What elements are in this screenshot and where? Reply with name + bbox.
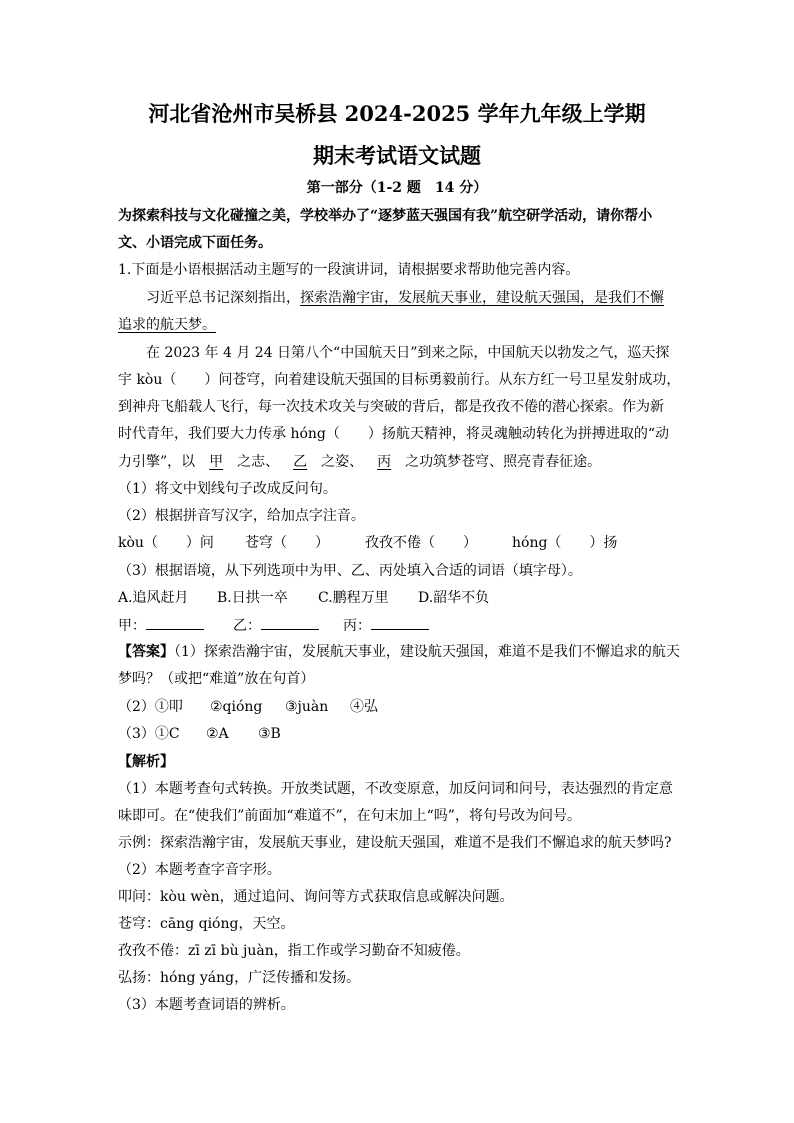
- sub-question-3: （3）根据语境，从下列选项中为甲、乙、丙处填入合适的词语（填字母）。: [118, 563, 582, 579]
- blank-yi: 乙: [293, 454, 308, 470]
- question-1-stem: 1.下面是小语根据活动主题写的一段演讲词，请根据要求帮助他完善内容。: [118, 262, 580, 278]
- underlined-sentence-part-1: 探索浩瀚宇宙，发展航天事业，建设航天强国，是我们不懈: [300, 290, 664, 306]
- speech-paragraph-2-line-5: [118, 452, 601, 472]
- text-segment: 之志、: [237, 454, 280, 470]
- analysis-line-5: 叩问：kòu wèn，通过追问、询问等方式获取信息或解决问题。: [118, 889, 514, 905]
- answer-2-item-2: ②qióng: [210, 699, 263, 715]
- sub-question-1: （1）将文中划线句子改成反问句。: [118, 481, 337, 497]
- intro-line-2: 文、小语完成下面任务。: [118, 235, 272, 251]
- fill-answer-jia: [118, 615, 204, 636]
- pinyin-row-item-1: kòu（ ）问: [118, 535, 214, 551]
- doc-title-line-2: 期末考试语文试题: [313, 143, 481, 168]
- answer-line-2: 梦吗？（或把“难道”放在句首）: [118, 671, 315, 687]
- answer-2-item-1: （2）①叩: [118, 699, 183, 715]
- fill-answer-bing: [343, 615, 429, 636]
- answer-blank-yi[interactable]: [261, 615, 319, 630]
- analysis-line-3: 示例：探索浩瀚宇宙，发展航天事业，建设航天强国，难道不是我们不懈追求的航天梦吗?: [118, 835, 672, 851]
- analysis-line-7: 孜孜不倦：zī zī bù juàn，指工作或学习勤奋不知疲倦。: [118, 943, 470, 959]
- fill-label-bing: 丙：: [343, 618, 371, 634]
- analysis-line-9: （3）本题考查词语的辨析。: [118, 997, 295, 1013]
- option-d: D.韶华不负: [418, 590, 490, 606]
- fill-label-yi: 乙：: [233, 618, 261, 634]
- speech-lead: 习近平总书记深刻指出，: [146, 290, 300, 306]
- option-a: A.追风赶月: [118, 590, 189, 606]
- answer-blank-jia[interactable]: [146, 615, 204, 630]
- blank-jia: 甲: [209, 454, 224, 470]
- underlined-sentence-part-2: 追求的航天梦。: [118, 317, 216, 333]
- speech-paragraph-2-line-3: 到神舟飞船载人飞行，每一次技术攻关与突破的背后，都是孜孜不倦的潜心探索。作为新: [118, 399, 664, 415]
- pinyin-row-item-4: hóng（ ）扬: [512, 535, 618, 551]
- analysis-line-2: 味即可。在“使我们”前面加“难道不”，在句末加上“吗”，将句号改为问号。: [118, 808, 581, 824]
- pinyin-row-item-2: 苍穹（ ）: [245, 535, 329, 551]
- speech-paragraph-1-line-2: [118, 315, 216, 335]
- answer-3-item-2: ②A: [206, 726, 229, 742]
- analysis-line-1: （1）本题考查句式转换。开放类试题，不改变原意，加反问词和问号，表达强烈的肯定意: [118, 781, 673, 797]
- answer-blank-bing[interactable]: [371, 615, 429, 630]
- speech-paragraph-1-line-1: [146, 288, 664, 308]
- speech-paragraph-2-line-2: 宇 kòu（ ）问苍穹，向着建设航天强国的目标勇毅前行。从东方红一号卫星发射成功，: [118, 372, 681, 388]
- text-segment: 力引擎”，以: [118, 454, 196, 470]
- text-segment: 之姿、: [321, 454, 364, 470]
- answer-2-item-4: ④弘: [350, 699, 378, 715]
- answer-line-1: [118, 642, 680, 662]
- analysis-line-4: （2）本题考查字音字形。: [118, 862, 281, 878]
- option-c: C.鹏程万里: [318, 590, 389, 606]
- analysis-line-6: 苍穹：cāng qióng，天空。: [118, 916, 295, 932]
- sub-question-2: （2）根据拼音写汉字，给加点字注音。: [118, 508, 365, 524]
- text-segment: 之功筑梦苍穹、照亮青春征途。: [405, 454, 602, 470]
- analysis-line-8: 弘扬：hóng yáng，广泛传播和发扬。: [118, 970, 361, 986]
- answer-3-item-1: （3）①C: [118, 726, 180, 742]
- speech-paragraph-2-line-4: 时代青年，我们要大力传承 hóng（ ）扬航天精神，将灵魂触动转化为拼搏进取的“动: [118, 426, 670, 442]
- option-b: B.日拱一卒: [217, 590, 288, 606]
- blank-bing: 丙: [377, 454, 392, 470]
- analysis-label: 【解析】: [118, 754, 174, 770]
- doc-title-line-1: 河北省沧州市吴桥县 2024-2025 学年九年级上学期: [148, 101, 646, 126]
- fill-label-jia: 甲：: [118, 618, 146, 634]
- fill-answer-yi: [233, 615, 319, 636]
- answer-2-item-3: ③juàn: [285, 699, 329, 715]
- pinyin-row-item-3: 孜孜不倦（ ）: [365, 535, 477, 551]
- answer-3-item-3: ③B: [258, 726, 281, 742]
- answer-label: 【答案】: [118, 644, 174, 660]
- intro-line-1: 为探索科技与文化碰撞之美，学校举办了“逐梦蓝天强国有我”航空研学活动，请你帮小: [118, 208, 653, 224]
- speech-paragraph-2-line-1: 在 2023 年 4 月 24 日第八个“中国航天日”到来之际，中国航天以勃发之气，巡天探: [146, 345, 670, 361]
- part-header: 第一部分（1-2 题 14 分）: [306, 180, 488, 196]
- answer-text: （1）探索浩瀚宇宙，发展航天事业，建设航天强国，难道不是我们不懈追求的航天: [174, 644, 680, 660]
